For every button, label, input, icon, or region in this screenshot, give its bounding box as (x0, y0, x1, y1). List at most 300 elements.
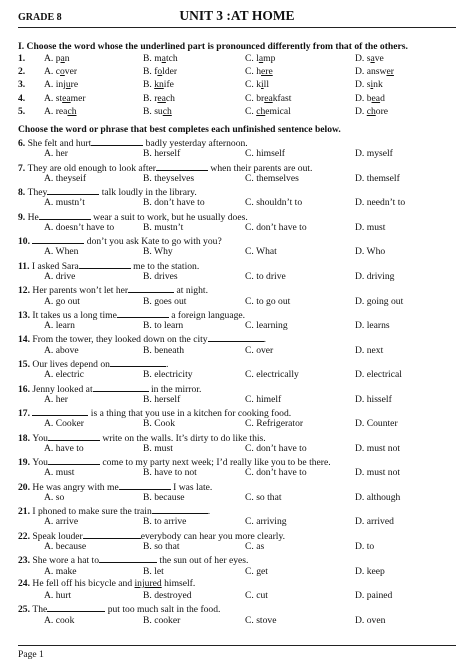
option-text: C. br (245, 92, 265, 104)
pronunciation-item (18, 107, 456, 119)
question-row (18, 481, 456, 493)
underlined-part: ea (264, 92, 273, 104)
option-a[interactable]: A. her (44, 393, 68, 405)
option-c[interactable]: C. over (245, 344, 274, 356)
option-d[interactable]: D. to (355, 541, 375, 552)
pronunciation-item (18, 94, 456, 106)
answer-blank (117, 309, 169, 318)
question-row (18, 407, 456, 419)
option-a[interactable]: A. learn (44, 320, 75, 332)
question-stem: They (27, 187, 48, 199)
option-a[interactable]: A. hurt (44, 590, 72, 602)
option-text: tch (165, 53, 178, 64)
option-d[interactable]: D. although (355, 491, 401, 503)
item-number: 5. (18, 105, 26, 117)
question-stem: She felt and hurt (27, 138, 92, 149)
option-b[interactable] (143, 67, 177, 77)
underlined-part: i (261, 79, 264, 91)
option-c[interactable]: C. so that (245, 491, 282, 503)
option-d[interactable]: D. arrived (355, 516, 394, 528)
question-stem: write on the walls. It’s dirty to do like this. (99, 432, 266, 444)
answer-blank (128, 284, 174, 293)
question-number: 8. (18, 187, 28, 199)
answer-blank (156, 162, 208, 171)
option-c[interactable]: C. shouldn’t to (245, 197, 303, 209)
options-row (18, 174, 456, 186)
question-text (18, 235, 222, 247)
question-row (18, 333, 456, 345)
question-stem: me to the station. (130, 260, 200, 272)
option-d[interactable]: D. going out (355, 295, 404, 307)
option-text: D. b (355, 92, 372, 104)
option-c[interactable]: C. What (245, 246, 277, 258)
option-c[interactable]: C. stove (245, 614, 277, 626)
answer-blank (48, 456, 100, 465)
option-b[interactable]: B. herself (143, 393, 181, 405)
question-stem: Jenny looked at (32, 383, 93, 395)
answer-blank (152, 505, 208, 514)
underlined-part: ea (371, 92, 381, 104)
option-c[interactable] (245, 54, 275, 64)
question-stem: Our lives depend on (32, 358, 110, 370)
question-text (18, 260, 199, 272)
question-number: 14. (18, 334, 33, 346)
option-a[interactable] (44, 67, 77, 77)
underlined-part: u (65, 79, 71, 91)
option-b[interactable]: B. cooker (143, 614, 181, 626)
options-row (18, 321, 456, 333)
question-row (18, 309, 456, 321)
options-row (18, 591, 456, 603)
option-a[interactable] (44, 107, 77, 117)
options-row (18, 223, 456, 235)
question-stem: She wore a hat to (32, 555, 99, 567)
answer-blank (79, 260, 131, 269)
options-row (18, 247, 456, 259)
options-row (18, 395, 456, 407)
question-stem: I asked Sara (31, 260, 79, 272)
footer-divider (18, 645, 456, 646)
option-a[interactable]: A. because (44, 541, 87, 552)
option-a[interactable]: A. have to (44, 442, 84, 454)
option-b[interactable] (143, 94, 175, 104)
answer-blank (32, 235, 84, 244)
option-d[interactable]: D. needn’t to (355, 197, 406, 209)
question-row (18, 554, 456, 566)
option-c[interactable] (245, 67, 273, 77)
question-number: 12. (18, 285, 33, 297)
question-text (18, 481, 212, 493)
question-text (18, 383, 201, 395)
option-b[interactable]: B. beneath (143, 344, 185, 356)
options-row (18, 517, 456, 529)
option-text: ver (64, 66, 78, 78)
options-row (18, 370, 456, 382)
option-text: ife (163, 79, 174, 91)
option-a[interactable] (44, 94, 86, 104)
item-number: 3. (18, 79, 26, 91)
question-stem: You (32, 457, 48, 469)
options-row (18, 297, 456, 309)
question-stem: at night. (174, 285, 208, 297)
option-b[interactable]: B. mustn’t (143, 221, 184, 233)
option-d[interactable] (355, 67, 394, 77)
option-a[interactable] (44, 80, 78, 90)
option-b[interactable]: B. to learn (143, 320, 184, 332)
question-row (18, 186, 456, 198)
options-row (18, 272, 456, 284)
answer-blank (208, 333, 264, 342)
item-number: 1. (18, 53, 26, 64)
option-text: mp (263, 53, 276, 64)
option-b[interactable]: B. destroyed (143, 590, 192, 602)
option-text: D. (355, 105, 367, 117)
question-row (18, 260, 456, 272)
option-b[interactable] (143, 80, 174, 90)
question-text (18, 309, 245, 321)
question-stem: He fell off his bicycle and (32, 577, 135, 589)
question-number: 11. (18, 260, 32, 272)
option-d[interactable]: D. driving (355, 270, 395, 282)
option-b[interactable] (143, 107, 172, 117)
option-text: ore (375, 105, 389, 117)
option-d[interactable]: D. must not (355, 467, 401, 479)
answer-blank (110, 358, 166, 367)
options-row (18, 444, 456, 456)
option-text: A. c (44, 66, 60, 78)
option-text: ll (263, 79, 270, 91)
option-b[interactable]: B. electricity (143, 369, 193, 381)
answer-blank (47, 603, 105, 612)
question-row (18, 603, 456, 615)
option-d[interactable]: D. myself (355, 148, 393, 160)
option-text: n (64, 53, 70, 64)
question-row (18, 432, 456, 444)
question-number: 13. (18, 309, 33, 321)
question-stem: himself. (161, 577, 196, 589)
question-number: 19. (18, 457, 33, 469)
underlined-part: ea (62, 92, 71, 104)
underlined-part: kn (154, 79, 164, 91)
answer-blank (91, 137, 143, 146)
option-d[interactable]: D. keep (355, 565, 385, 577)
underlined-part: ere (261, 66, 273, 78)
question-stem: Her parents won’t let her (32, 285, 129, 297)
question-text (18, 284, 208, 296)
question-number: 22. (18, 530, 33, 542)
option-text: C. k (245, 79, 261, 91)
option-a[interactable]: A. doesn’t have to (44, 221, 115, 233)
question-text (18, 211, 248, 223)
option-a[interactable]: A. When (44, 246, 79, 258)
options-row (18, 542, 456, 554)
underlined-part: ch (67, 105, 77, 117)
option-a[interactable]: A. drive (44, 270, 76, 282)
question-number: 17. (18, 408, 33, 420)
option-d[interactable]: D. next (355, 344, 384, 356)
option-a[interactable]: A. her (44, 148, 68, 160)
option-c[interactable]: C. don’t have to (245, 467, 307, 479)
answer-blank (93, 383, 149, 392)
option-d[interactable]: D. hisself (355, 393, 392, 405)
question-row (18, 456, 456, 468)
underlined-part: ch (162, 105, 172, 117)
option-c[interactable]: C. cut (245, 590, 268, 602)
question-stem: . (207, 506, 211, 518)
page-number: Page 1 (18, 649, 44, 660)
option-c[interactable]: C. arriving (245, 516, 287, 528)
option-c[interactable]: C. learning (245, 320, 288, 332)
underlined-part: a (161, 53, 166, 64)
question-number: 10. (18, 236, 33, 248)
underlined-part: a (370, 53, 375, 64)
option-c[interactable]: C. electrically (245, 369, 299, 381)
option-d[interactable]: D. oven (355, 614, 386, 626)
question-text (18, 407, 291, 419)
question-text (18, 162, 312, 174)
part2-title: Choose the word or phrase that best completes each unfinished sentence below. (18, 124, 341, 135)
question-stem: You (32, 432, 48, 444)
options-row (18, 419, 456, 431)
underlined-part: i (370, 79, 374, 91)
options-row (18, 493, 456, 505)
question-number: 6. (18, 138, 28, 149)
option-d[interactable] (355, 54, 384, 64)
option-text: A. st (44, 92, 63, 104)
question-stem: put too much salt in the food. (105, 604, 221, 616)
option-a[interactable]: A. Cooker (44, 418, 84, 430)
underlined-part: o (157, 66, 163, 78)
option-c[interactable]: C. themselves (245, 172, 299, 184)
question-stem: is a thing that you use in a kitchen for cooking food. (88, 408, 292, 420)
question-text (18, 333, 266, 345)
option-text: ve (374, 53, 384, 64)
question-stem: I phoned to make sure the train (32, 506, 152, 518)
option-b[interactable]: B. let (143, 565, 164, 577)
option-text: C. h (245, 66, 261, 78)
option-b[interactable] (143, 54, 178, 64)
option-b[interactable]: B. have to not (143, 467, 197, 479)
question-row (18, 383, 456, 395)
option-d[interactable]: D. electrical (355, 369, 402, 381)
question-row (18, 235, 456, 247)
question-text (18, 505, 210, 517)
option-d[interactable]: D. must not (355, 442, 401, 454)
option-text: C. l (245, 53, 259, 64)
question-text (18, 432, 266, 444)
option-a[interactable]: A. mustn’t (44, 197, 85, 209)
options-row (18, 149, 456, 161)
option-text: D. s (355, 79, 371, 91)
question-row (18, 358, 456, 370)
option-a[interactable]: A. make (44, 565, 77, 577)
option-b[interactable]: B. theyselves (143, 172, 195, 184)
option-text: d (380, 92, 385, 104)
option-d[interactable] (355, 80, 383, 90)
question-stem: The (32, 604, 48, 616)
option-text: nk (373, 79, 383, 91)
option-text: B. su (143, 105, 163, 117)
question-row (18, 137, 456, 149)
question-stem: when their parents are out. (208, 162, 313, 174)
option-a[interactable]: A. so (44, 491, 65, 503)
question-stem: I was late. (170, 481, 213, 493)
question-row (18, 505, 456, 517)
options-row (18, 468, 456, 480)
option-text: B. m (143, 53, 162, 64)
answer-blank (48, 432, 100, 441)
option-text: C. (245, 105, 257, 117)
options-row (18, 616, 456, 628)
question-number: 20. (18, 481, 33, 493)
question-row (18, 162, 456, 174)
answer-blank (39, 211, 91, 220)
question-text (18, 579, 195, 589)
underlined-part: ch (256, 105, 266, 117)
question-number: 16. (18, 383, 33, 395)
option-text: D. answ (355, 66, 387, 78)
option-text: B. r (143, 92, 158, 104)
underlined-part: a (60, 53, 65, 64)
option-d[interactable] (355, 94, 385, 104)
option-c[interactable]: C. himelf (245, 393, 282, 405)
options-row (18, 346, 456, 358)
item-number: 2. (18, 66, 26, 78)
question-text (18, 554, 248, 566)
underlined-part: er (386, 66, 394, 78)
option-d[interactable]: D. Who (355, 246, 386, 258)
answer-blank (32, 407, 88, 416)
unit-title: UNIT 3 :AT HOME (179, 8, 295, 23)
question-stem: They are old enough to look after (27, 162, 156, 174)
question-number: 9. (18, 211, 28, 223)
option-d[interactable]: D. learns (355, 320, 390, 332)
question-number: 21. (18, 506, 33, 518)
question-row (18, 211, 456, 223)
option-b[interactable]: B. so that (143, 541, 180, 552)
option-text: D. s (355, 53, 371, 64)
option-b[interactable]: B. because (143, 491, 185, 503)
option-c[interactable] (245, 94, 291, 104)
option-text: mer (70, 92, 86, 104)
answer-blank (119, 481, 171, 490)
question-number: 24. (18, 577, 33, 589)
question-row (18, 530, 456, 542)
question-stem: come to my party next week; I’d really like you to be there. (99, 457, 331, 469)
option-b[interactable]: B. to arrive (143, 516, 187, 528)
pronunciation-item (18, 67, 456, 79)
question-text (18, 186, 197, 198)
option-d[interactable]: D. Counter (355, 418, 398, 430)
question-text (18, 456, 331, 468)
option-c[interactable]: C. get (245, 565, 268, 577)
question-number: 23. (18, 555, 33, 567)
option-c[interactable]: C. don’t have to (245, 442, 307, 454)
options-row (18, 198, 456, 210)
question-text (18, 137, 248, 149)
question-stem: It takes us a long time (32, 309, 117, 321)
options-row (18, 567, 456, 579)
question-row (18, 284, 456, 296)
option-text: ch (165, 92, 175, 104)
option-b[interactable]: B. Cook (143, 418, 175, 430)
option-text: A. rea (44, 105, 68, 117)
question-stem: He was angry with me (32, 481, 119, 493)
question-number: 25. (18, 604, 33, 616)
underlined-part: ch (366, 105, 376, 117)
option-c[interactable]: C. to drive (245, 270, 286, 282)
question-number: 7. (18, 162, 28, 174)
option-a[interactable]: A. must (44, 467, 75, 479)
option-d[interactable]: D. themself (355, 172, 400, 184)
option-a[interactable]: A. theyseif (44, 172, 87, 184)
option-text: emical (265, 105, 291, 117)
question-stem: He (27, 211, 39, 223)
part1-title: I. Choose the word whose the underlined part is pronounced differently from that of the others. (18, 41, 408, 52)
question-stem: the sun out of her eyes. (157, 555, 249, 567)
option-a[interactable]: A. arrive (44, 516, 79, 528)
option-d[interactable]: D. must (355, 221, 386, 233)
option-text: kfast (272, 92, 292, 104)
question-stem: everybody can hear you more clearly. (140, 530, 286, 542)
option-b[interactable]: B. must (143, 442, 173, 454)
underlined-word: injured (134, 577, 162, 589)
question-stem: . (263, 334, 266, 346)
option-b[interactable]: B. drives (143, 270, 178, 282)
question-text (18, 358, 168, 370)
option-text: B. f (143, 66, 158, 78)
option-b[interactable]: B. herself (143, 148, 181, 160)
option-a[interactable]: A. go out (44, 295, 80, 307)
page-header (18, 9, 456, 29)
option-c[interactable]: C. himself (245, 148, 285, 160)
header-divider (18, 27, 456, 28)
option-b[interactable]: B. Why (143, 246, 173, 258)
option-c[interactable] (245, 80, 269, 90)
option-a[interactable]: A. above (44, 344, 79, 356)
underlined-part: ea (157, 92, 166, 104)
question-stem: in the mirror. (148, 383, 202, 395)
option-a[interactable]: A. electric (44, 369, 84, 381)
answer-blank (47, 186, 99, 195)
option-text: B. (143, 79, 155, 91)
question-number: 15. (18, 358, 33, 370)
item-number: 4. (18, 92, 26, 104)
option-text: A. p (44, 53, 61, 64)
question-text (18, 530, 285, 542)
question-stem: a foreign language. (168, 309, 246, 321)
question-stem: . (165, 358, 169, 370)
option-c[interactable]: C. as (245, 541, 265, 552)
pronunciation-item (18, 80, 456, 92)
answer-blank (99, 554, 157, 563)
question-stem: badly yesterday afternoon. (143, 138, 248, 149)
option-c[interactable]: C. don’t have to (245, 221, 307, 233)
option-b[interactable]: B. don’t have to (143, 197, 205, 209)
option-c[interactable]: C. to go out (245, 295, 291, 307)
option-c[interactable]: C. Refrigerator (245, 418, 304, 430)
option-a[interactable] (44, 54, 70, 64)
option-b[interactable]: B. goes out (143, 295, 187, 307)
question-stem: Speak louder (32, 530, 83, 542)
question-number: 18. (18, 432, 33, 444)
option-d[interactable]: D. pained (355, 590, 393, 602)
question-text (18, 603, 220, 615)
option-a[interactable]: A. cook (44, 614, 75, 626)
option-c[interactable] (245, 107, 291, 117)
option-text: A. inj (44, 79, 66, 91)
option-d[interactable] (355, 107, 388, 117)
